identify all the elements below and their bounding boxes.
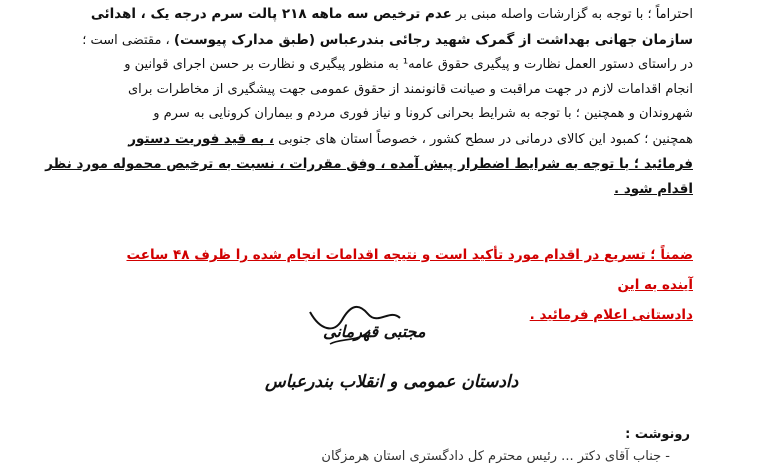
letter-line — [88, 127, 693, 153]
letter-line — [88, 2, 693, 28]
letter-line — [82, 28, 693, 54]
cc-label: رونوشت : — [625, 427, 690, 442]
letter-line: فرمائید ؛ با توجه به شرایط اضطرار پیش آمده ، وفق مقررات ، نسبت به ترخیص محموله مورد نظر — [45, 156, 693, 172]
letter-line: انجام اقدامات لازم در جهت مراقبت و صیانت قانونمند از حقوق عمومی جهت پیشگیری از مخاطرات برای — [127, 81, 693, 97]
urgent-notice-line: دادستانی اعلام فرمائید . — [529, 307, 693, 323]
cc-recipient-line: - جناب آقای دکتر ... رئیس محترم کل دادگستری استان هرمزگان — [321, 449, 670, 464]
letter-bold-text: عدم ترخیص سه ماهه ۲۱۸ پالت سرم درجه یک ، اهدائی — [90, 6, 452, 22]
letter-body — [45, 2, 693, 201]
letter-text: ، مقتضی است ؛ — [82, 32, 174, 48]
letter-bold-text: سازمان جهانی بهداشت از گمرک شهید رجائی بندرعباس (طبق مدارک پیوست) — [173, 31, 693, 48]
letter-line: شهروندان و همچنین ؛ با توجه به شرایط بحرانی کرونا و نیاز فوری مردم و بیماران کرونایی به سرم و — [153, 106, 693, 121]
signatory-name: مجتبی قهرمانی — [323, 322, 426, 341]
letter-line: در راستای دستور العمل نظارت و پیگیری حقوق عامه¹ به منظور پیگیری و نظارت بر حسن اجرای قوانین و — [124, 57, 693, 72]
signatory-title: دادستان عمومی و انقلاب بندرعباس — [265, 372, 519, 392]
letter-text: احتراماً ؛ با توجه به گزارشات واصله مبنی بر — [451, 7, 693, 22]
letter-line: اقدام شود . — [614, 180, 693, 197]
letter-bold-text: ، به قید فوریت دستور — [128, 130, 274, 147]
letter-text: همچنین ؛ کمبود این کالای درمانی در سطح کشور ، خصوصاً استان های جنوبی — [273, 131, 693, 147]
urgent-notice-line: ضمناً ؛ تسریع در اقدام مورد تأکید است و نتیجه اقدامات انجام شده را ظرف ۴۸ ساعت آینده به این — [126, 247, 693, 293]
